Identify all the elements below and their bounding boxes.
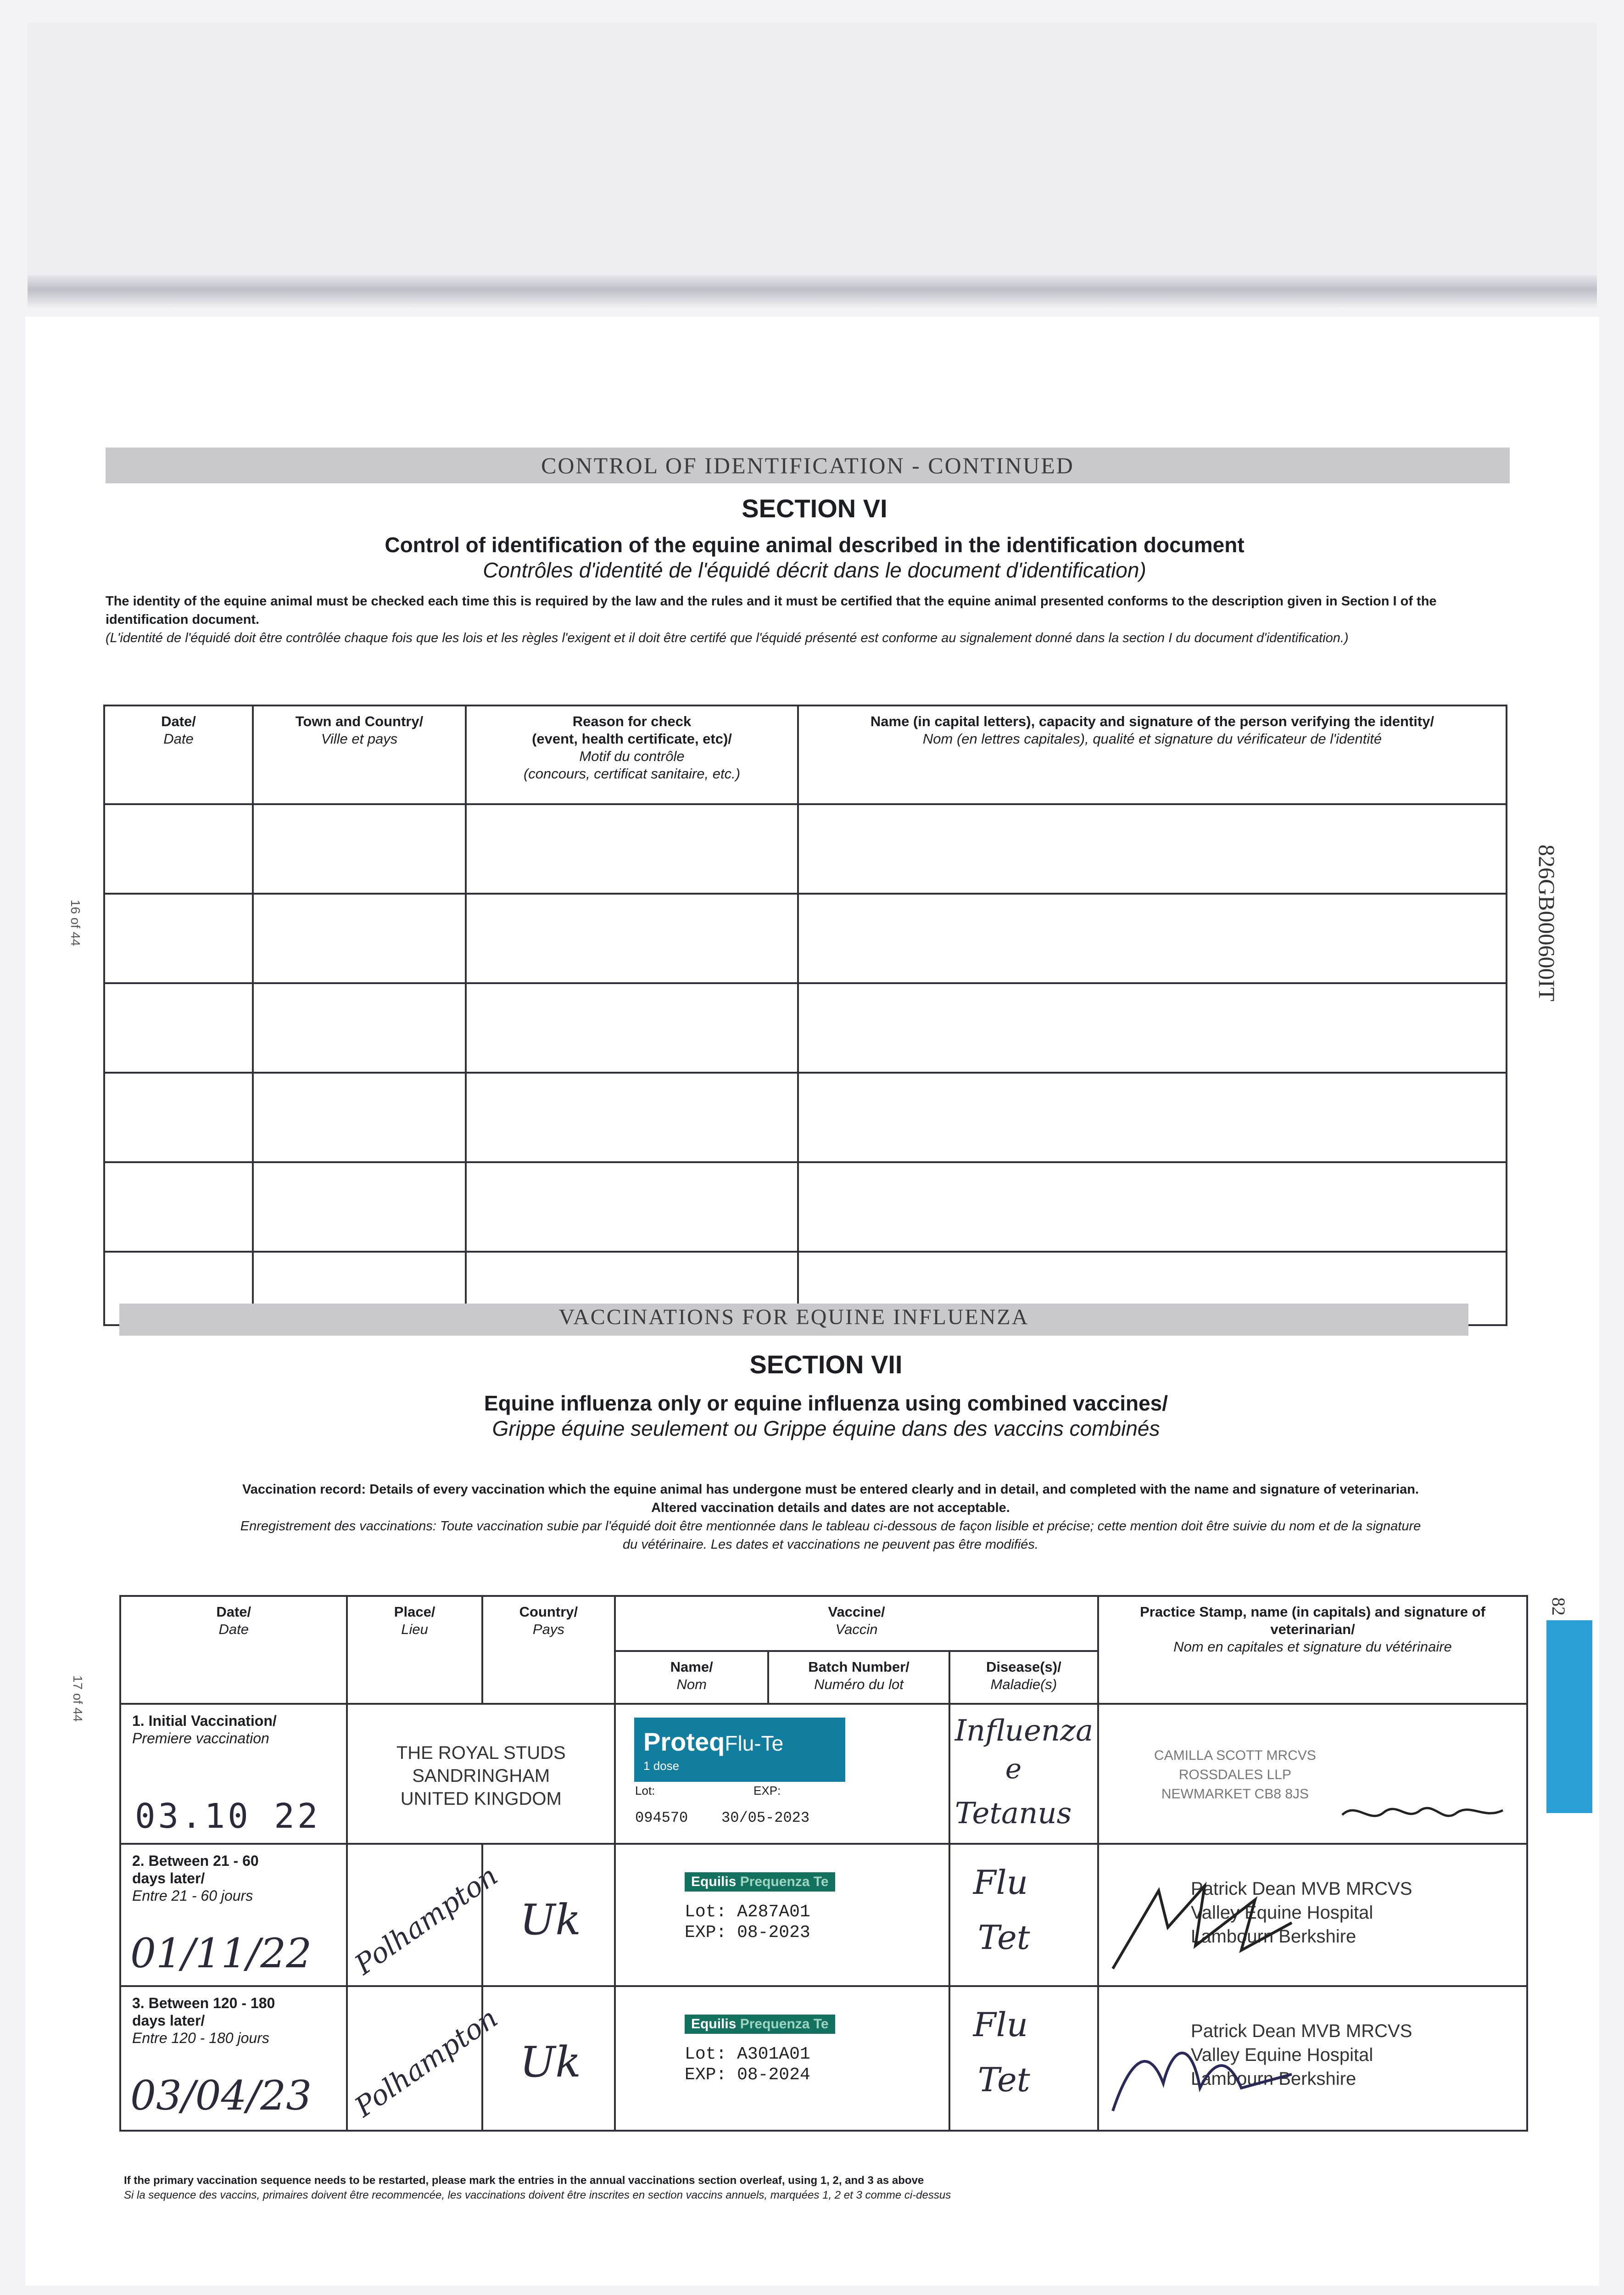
lot-number: 094570	[635, 1809, 688, 1826]
side-number-fragment: 82	[1548, 1597, 1569, 1616]
section7-para-en2: Altered vaccination details and dates are not acceptable.	[651, 1500, 1010, 1515]
country-cell[interactable]	[482, 1986, 615, 2131]
vet-signature	[1104, 2019, 1296, 2120]
exp-label: EXP:	[753, 1784, 781, 1797]
disease-line-3: Tetanus	[954, 1797, 1072, 1830]
section7-para-fr2: du vétérinaire. Les dates et vaccinations ne peuvent pas être modifiés.	[623, 1537, 1038, 1552]
section6-paragraph	[106, 592, 1491, 647]
section6-heading: SECTION VI	[742, 494, 887, 523]
vet-stamp: Patrick Dean MVB MRCVS Valley Equine Hospital Lambourn Berkshire	[1191, 1879, 1412, 1947]
place-cell[interactable]	[347, 1986, 504, 2131]
section6-band: CONTROL OF IDENTIFICATION - CONTINUED	[106, 448, 1510, 483]
stamp-cell[interactable]	[1098, 1986, 1527, 2131]
disease-line-1: Influenza	[954, 1714, 1094, 1748]
vaccine-sticker: Equilis Prequenza Te	[685, 2015, 835, 2034]
empty-cell[interactable]	[104, 804, 253, 894]
vet-signature	[1338, 1797, 1512, 1833]
exp-line: EXP: 08-2023	[685, 1923, 810, 1942]
vaccine-sticker: Equilis Prequenza Te	[685, 1872, 835, 1892]
section7-para-fr: Enregistrement des vaccinations: Toute vaccination subie par l'équidé doit être mentionnée dans le tableau ci-dessous de façon lisible et précise; cette mention doit être suivie du nom et de la signature	[240, 1519, 1421, 1534]
section7-heading: SECTION VII	[749, 1350, 903, 1379]
col-town-country: Town and Country/ Ville et pays	[253, 705, 466, 804]
empty-cell[interactable]	[798, 983, 1507, 1073]
empty-cell[interactable]	[798, 1162, 1507, 1252]
date-cell[interactable]	[120, 1704, 347, 1844]
empty-cell[interactable]	[104, 1162, 253, 1252]
empty-cell[interactable]	[253, 894, 466, 983]
empty-cell[interactable]	[466, 1073, 798, 1162]
stamp-cell[interactable]	[1098, 1704, 1527, 1844]
empty-cell[interactable]	[798, 894, 1507, 983]
handwritten-country: Uk	[519, 2038, 581, 2087]
vet-signature	[1104, 1872, 1296, 1978]
empty-cell[interactable]	[104, 1073, 253, 1162]
handwritten-place: Polhampton	[349, 1859, 504, 1982]
disease-cell[interactable]	[949, 1844, 1098, 1986]
identity-check-table	[103, 705, 1507, 1326]
exp-line: EXP: 08-2024	[685, 2065, 810, 2085]
section6-para-fr: (L'identité de l'équidé doit être contrôlée chaque fois que les lois et les règles l'exigent et il doit être certifé que l'équidé présenté est conforme au signalement donné dans la section I du document d'identification.)	[106, 631, 1349, 645]
lot-label: Lot:	[635, 1784, 655, 1797]
empty-cell[interactable]	[104, 894, 253, 983]
col-reason: Reason for check (event, health certificate, etc)/ Motif du contrôle (concours, certificat sanitaire, etc.)	[466, 705, 798, 804]
vet-stamp: CAMILLA SCOTT MRCVS ROSSDALES LLP NEWMARKET CB8 8JS	[1154, 1748, 1316, 1802]
ueln-number: 826GB000600IT	[1534, 845, 1560, 1002]
vaccination-row-3	[120, 1986, 1527, 2131]
vaccination-row-1	[120, 1704, 1527, 1844]
empty-cell[interactable]	[798, 1073, 1507, 1162]
section6-para-en: The identity of the equine animal must be checked each time this is required by the law and the rules and it must be certified that the equine animal presented conforms to the description given in Section I of the identification document.	[106, 594, 1437, 627]
date-cell[interactable]	[120, 1844, 347, 1986]
empty-cell[interactable]	[253, 1162, 466, 1252]
page-number-upper: 16 of 44	[68, 900, 83, 946]
col-country: Country/ Pays	[482, 1596, 615, 1704]
disease-line-1: Flu	[973, 2005, 1028, 2044]
handwritten-place: Polhampton	[349, 2002, 504, 2124]
vaccine-label-cell	[615, 1986, 949, 2131]
handwritten-date: 01/11/22	[130, 1930, 312, 1977]
col-date: Date/ Date	[104, 705, 253, 804]
place-text: THE ROYAL STUDS SANDRINGHAM UNITED KINGDOM	[396, 1743, 566, 1809]
vaccination-table	[119, 1595, 1528, 2132]
vaccine-sticker: ProteqFlu-Te 1 dose	[634, 1718, 845, 1782]
disease-cell[interactable]	[949, 1986, 1098, 2131]
handwritten-date: 03/04/23	[130, 2072, 312, 2119]
col-place: Place/ Lieu	[347, 1596, 482, 1704]
country-cell[interactable]	[482, 1844, 615, 1986]
vet-stamp: Patrick Dean MVB MRCVS Valley Equine Hospital Lambourn Berkshire	[1191, 2021, 1412, 2089]
vaccination-row-2	[120, 1844, 1527, 1986]
col-vet-stamp: Practice Stamp, name (in capitals) and signature of veterinarian/ Nom en capitales et signature du vétérinaire	[1098, 1596, 1527, 1704]
disease-line-2: Tet	[977, 2060, 1030, 2099]
expiry-date: 30/05-2023	[721, 1809, 810, 1826]
footer-en: If the primary vaccination sequence needs to be restarted, please mark the entries in the annual vaccinations section overleaf, using 1, 2, and 3 as above	[124, 2174, 924, 2187]
page-number-lower: 17 of 44	[71, 1675, 85, 1722]
section7-paragraph	[124, 1480, 1537, 1554]
disease-line-2: Tet	[977, 1918, 1030, 1957]
col-date: Date/ Date	[120, 1596, 347, 1704]
empty-cell[interactable]	[466, 983, 798, 1073]
disease-line-1: Flu	[973, 1863, 1028, 1902]
section7-para-en: Vaccination record: Details of every vaccination which the equine animal has undergone must be entered clearly and in detail, and completed with the name and signature of veterinarian.	[242, 1482, 1419, 1497]
empty-cell[interactable]	[104, 983, 253, 1073]
date-cell[interactable]	[120, 1986, 347, 2131]
section6-title-fr: Contrôles d'identité de l'équidé décrit dans le document d'identification)	[483, 558, 1146, 582]
lot-line: Lot: A301A01	[685, 2044, 810, 2064]
col-verifier: Name (in capital letters), capacity and signature of the person verifying the identity/ Nom (en lettres capitales), qualité et signature du vérificateur de l'identité	[798, 705, 1507, 804]
vaccine-label-cell	[615, 1844, 949, 1986]
empty-cell[interactable]	[253, 1073, 466, 1162]
footer-note	[124, 2173, 1524, 2203]
lot-line: Lot: A287A01	[685, 1902, 810, 1922]
disease-line-2: e	[1005, 1753, 1022, 1785]
section7-title-fr: Grippe équine seulement ou Grippe équine dans des vaccins combinés	[492, 1416, 1160, 1440]
row-label: 2. Between 21 - 60 days later/ Entre 21 - 60 jours	[132, 1853, 259, 1904]
vaccine-label-cell	[615, 1704, 949, 1844]
table-row	[104, 1073, 1507, 1162]
stamp-cell[interactable]	[1098, 1844, 1527, 1986]
section6-title-en: Control of identification of the equine animal described in the identification document	[385, 533, 1245, 557]
table-row	[104, 804, 1507, 894]
table-row	[104, 1162, 1507, 1252]
footer-fr: Si la sequence des vaccins, primaires doivent être recommencée, les vaccinations doivent être inscrites en section vaccins annuels, marquées 1, 2 et 3 comme ci-dessus	[124, 2189, 951, 2201]
section7-title-en: Equine influenza only or equine influenza using combined vaccines/	[484, 1391, 1168, 1415]
empty-cell[interactable]	[253, 983, 466, 1073]
empty-cell[interactable]	[253, 804, 466, 894]
empty-cell[interactable]	[466, 894, 798, 983]
handwritten-date: 03.10 22	[135, 1797, 321, 1836]
section7-band: VACCINATIONS FOR EQUINE INFLUENZA	[119, 1304, 1468, 1336]
col-disease: Disease(s)/ Maladie(s)	[949, 1651, 1098, 1704]
blue-index-tab	[1546, 1620, 1592, 1813]
handwritten-country: Uk	[519, 1895, 581, 1944]
row-label: 1. Initial Vaccination/ Premiere vaccination	[132, 1713, 277, 1746]
empty-cell[interactable]	[466, 1162, 798, 1252]
col-vaccine-name: Name/ Nom	[615, 1651, 768, 1704]
col-vaccine: Vaccine/ Vaccin	[615, 1596, 1098, 1651]
disease-cell[interactable]	[949, 1704, 1098, 1844]
table-row	[104, 894, 1507, 983]
page-fold	[28, 275, 1597, 308]
blank-top-area	[28, 23, 1597, 280]
row-label: 3. Between 120 - 180 days later/ Entre 120 - 180 jours	[132, 1995, 275, 2046]
col-batch: Batch Number/ Numéro du lot	[768, 1651, 949, 1704]
table-row	[104, 983, 1507, 1073]
place-country-cell[interactable]	[347, 1704, 615, 1844]
place-cell[interactable]	[347, 1844, 504, 1986]
empty-cell[interactable]	[466, 804, 798, 894]
empty-cell[interactable]	[798, 804, 1507, 894]
